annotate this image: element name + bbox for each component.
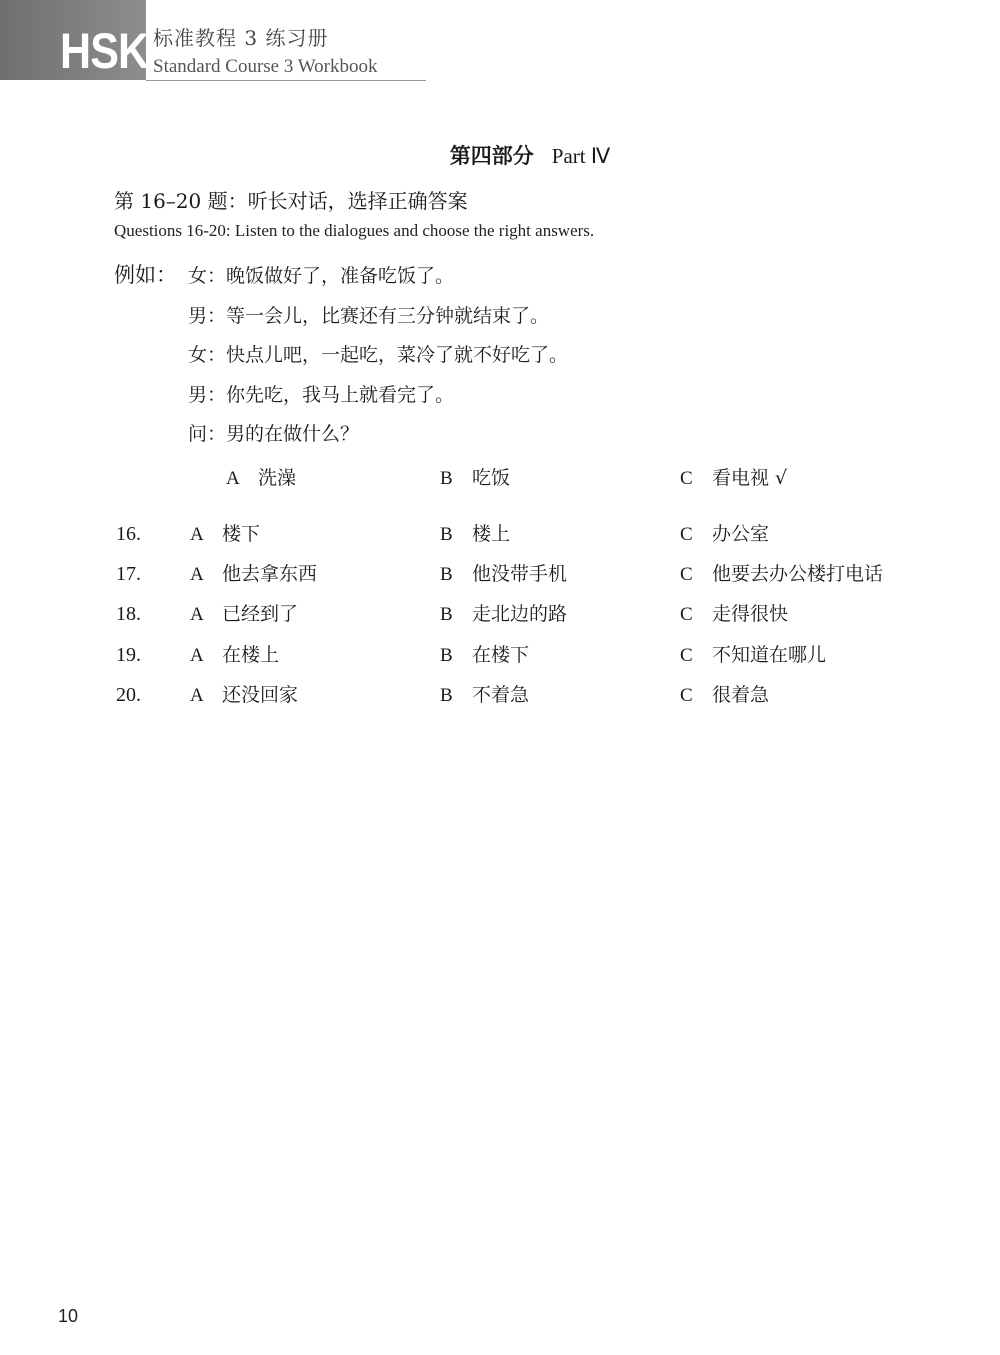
option-letter: B bbox=[440, 524, 453, 545]
option-letter: B bbox=[440, 685, 453, 706]
question-number: 17. bbox=[116, 563, 141, 585]
option-text: 不着急 bbox=[472, 684, 530, 706]
option-a bbox=[190, 601, 298, 628]
option-letter: B bbox=[440, 564, 453, 585]
option-text: 他要去办公楼打电话 bbox=[712, 563, 884, 585]
option-a bbox=[190, 682, 298, 709]
option-text: 走得很快 bbox=[712, 603, 789, 625]
option-a bbox=[190, 642, 279, 669]
example-option-b bbox=[440, 465, 510, 492]
option-letter: B bbox=[440, 645, 453, 666]
section-title-en: Part Ⅳ bbox=[551, 144, 611, 168]
option-text: 在楼下 bbox=[472, 644, 530, 666]
option-letter: A bbox=[226, 468, 240, 489]
option-text: 楼下 bbox=[222, 523, 261, 545]
option-letter: A bbox=[190, 685, 204, 706]
dialogue-line bbox=[188, 263, 454, 289]
instructions-zh: 第 16–20 题：听长对话，选择正确答案 bbox=[114, 189, 468, 213]
example-option-a bbox=[226, 465, 296, 492]
option-b bbox=[440, 682, 529, 709]
speaker: 男： bbox=[188, 305, 227, 327]
option-letter: A bbox=[190, 524, 204, 545]
option-text: 还没回家 bbox=[222, 684, 299, 706]
utterance: 等一会儿，比赛还有三分钟就结束了。 bbox=[226, 305, 550, 327]
option-letter: B bbox=[440, 604, 453, 625]
section-title-zh: 第四部分 bbox=[449, 143, 534, 168]
speaker: 男： bbox=[188, 384, 227, 406]
option-letter: A bbox=[190, 564, 204, 585]
utterance: 你先吃，我马上就看完了。 bbox=[226, 384, 455, 406]
speaker: 问： bbox=[188, 423, 227, 445]
option-c bbox=[680, 601, 788, 628]
option-text: 看电视 √ bbox=[712, 467, 788, 489]
option-letter: C bbox=[680, 604, 693, 625]
option-text: 他去拿东西 bbox=[222, 563, 318, 585]
utterance: 快点儿吧，一起吃，菜冷了就不好吃了。 bbox=[226, 344, 569, 366]
page-number: 10 bbox=[58, 1306, 79, 1326]
option-letter: C bbox=[680, 524, 693, 545]
option-text: 不知道在哪儿 bbox=[712, 644, 827, 666]
example-label: 例如： bbox=[114, 263, 177, 287]
example-option-c bbox=[680, 465, 787, 492]
option-c bbox=[680, 521, 769, 548]
dialogue-line bbox=[188, 382, 454, 408]
option-letter: C bbox=[680, 645, 693, 666]
question-number: 19. bbox=[116, 644, 141, 666]
option-letter: A bbox=[190, 645, 204, 666]
question-number: 18. bbox=[116, 603, 141, 625]
utterance: 男的在做什么？ bbox=[226, 423, 360, 445]
option-letter: A bbox=[190, 604, 204, 625]
option-c bbox=[680, 561, 883, 588]
option-letter: C bbox=[680, 468, 693, 489]
speaker: 女： bbox=[188, 265, 227, 287]
dialogue-line bbox=[188, 421, 359, 447]
speaker: 女： bbox=[188, 344, 227, 366]
option-a bbox=[190, 521, 260, 548]
option-text: 楼上 bbox=[472, 523, 511, 545]
section-title bbox=[0, 143, 1000, 169]
dialogue-line bbox=[188, 342, 568, 368]
question-number: 16. bbox=[116, 523, 141, 545]
option-c bbox=[680, 642, 826, 669]
option-text: 办公室 bbox=[712, 523, 770, 545]
option-text: 很着急 bbox=[712, 684, 770, 706]
option-b bbox=[440, 601, 567, 628]
option-letter: B bbox=[440, 468, 453, 489]
header-rule bbox=[146, 80, 426, 81]
option-b bbox=[440, 521, 510, 548]
option-text: 走北边的路 bbox=[472, 603, 568, 625]
option-letter: C bbox=[680, 685, 693, 706]
option-text: 洗澡 bbox=[258, 467, 297, 489]
instructions-en: Questions 16-20: Listen to the dialogues and choose the right answers. bbox=[114, 221, 595, 240]
book-title-en: Standard Course 3 Workbook bbox=[153, 56, 378, 77]
option-b bbox=[440, 561, 567, 588]
option-text: 已经到了 bbox=[222, 603, 299, 625]
question-number: 20. bbox=[116, 684, 141, 706]
dialogue-line bbox=[188, 303, 549, 329]
option-letter: C bbox=[680, 564, 693, 585]
option-b bbox=[440, 642, 529, 669]
option-c bbox=[680, 682, 769, 709]
option-text: 在楼上 bbox=[222, 644, 280, 666]
hsk-logo: HSK bbox=[60, 23, 149, 79]
book-title-zh: 标准教程 3 练习册 bbox=[153, 26, 329, 50]
utterance: 晚饭做好了，准备吃饭了。 bbox=[226, 265, 455, 287]
option-text: 吃饭 bbox=[472, 467, 511, 489]
option-text: 他没带手机 bbox=[472, 563, 568, 585]
option-a bbox=[190, 561, 317, 588]
